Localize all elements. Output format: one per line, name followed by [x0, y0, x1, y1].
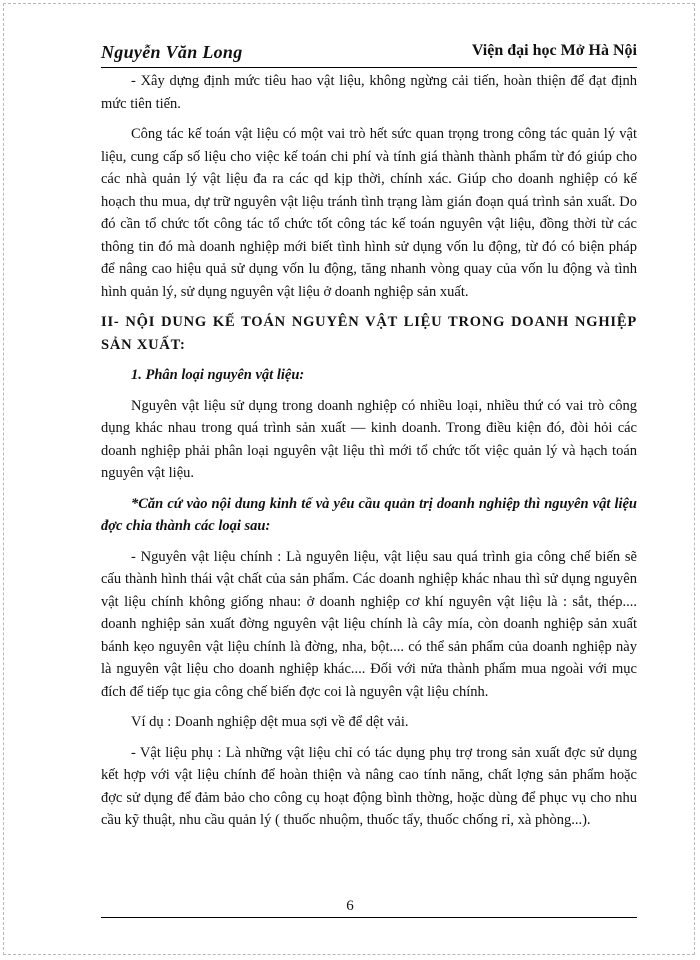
paragraph: Nguyên vật liệu sử dụng trong doanh nghiệp có nhiều loại, nhiều thứ có vai trò công dụng khác nhau trong quá trình sản xuất — kinh doanh. Trong điều kiện đó, đòi hỏi các doanh nghiệp phải phân loại nguyên vật liệu thì mới tổ chức tốt việc quản lý và hạch toán nguyên vật liệu. — [101, 397, 637, 481]
paragraph: - Xây dựng định mức tiêu hao vật liệu, không ngừng cải tiến, hoàn thiện để đạt định mức tiên tiến. — [101, 73, 637, 112]
header-institute: Viện đại học Mở Hà Nội — [471, 42, 637, 59]
footer-rule — [101, 917, 637, 918]
page-number: 6 — [346, 898, 354, 914]
paragraph: Ví dụ : Doanh nghiệp dệt mua sợi về để dệt vải. — [131, 714, 409, 730]
header-rule — [101, 67, 637, 68]
subsection-heading: 1. Phân loại nguyên vật liệu: — [131, 367, 305, 383]
document-body — [101, 70, 637, 840]
header-author: Nguyễn Văn Long — [101, 42, 243, 62]
section-heading: II- NỘI DUNG KẾ TOÁN NGUYÊN VẬT LIỆU TRONG DOANH NGHIỆP SẢN XUẤT: — [101, 314, 637, 353]
paragraph: Công tác kế toán vật liệu có một vai trò hết sức quan trọng trong công tác quản lý vật liệu, cung cấp số liệu cho việc kế toán chi phí và tính giá thành thành phẩm từ đó giúp cho các nhà quản lý vật liệu đa ra các qd kịp thời, chính xác. Giúp cho doanh nghiệp có kế hoạch thu mua, dự trữ nguyên vật liệu tránh tình trạng làm gián đoạn quá trình sản xuất. Do đó cần tổ chức tốt công tác tổ chức tốt công tác kế toán nguyên vật liệu, đồng thời từ các thông tin đó mà doanh nghiệp mới biết tình hình sử dụng vốn lu động, từ đó có biện pháp để nâng cao hiệu quả sử dụng vốn lu động, tăng nhanh vòng quay của vốn lu động và tình hình quản lý, sử dụng nguyên vật liệu ở doanh nghiệp sản xuất. — [101, 126, 637, 300]
paragraph: - Vật liệu phụ : Là những vật liệu chỉ có tác dụng phụ trợ trong sản xuất đợc sử dụng kết hợp với vật liệu chính để hoàn thiện và nâng cao tính năng, chất lợng sản phẩm hoặc đợc sử dụng để đảm bảo cho công cụ hoạt động bình thờng, hoặc dùng để phục vụ cho nhu cầu kỹ thuật, nhu cầu quản lý ( thuốc nhuộm, thuốc tẩy, thuốc chống rỉ, xà phòng...). — [101, 744, 637, 828]
paragraph: - Nguyên vật liệu chính : Là nguyên liệu, vật liệu sau quá trình gia công chế biến sẽ cấu thành hình thái vật chất của sản phẩm. Các doanh nghiệp khác nhau thì sử dụng nguyên vật liệu chính không giống nhau: ở doanh nghiệp cơ khí nguyên vật liệu là : sắt, thép.... doanh nghiệp sản xuất đờng nguyên vật liệu chính là cây mía, còn doanh nghiệp sản xuất bánh kẹo nguyên vật liệu chính là đờng, nha, bột.... có thể sản phẩm của doanh nghiệp này là nguyên vật liệu cho doanh nghiệp khác.... Đối với nửa thành phẩm mua ngoài với mục đích để tiếp tục gia công chế biến đợc coi là nguyên vật liệu chính. — [101, 548, 637, 700]
classification-note: *Căn cứ vào nội dung kinh tế và yêu cầu quản trị doanh nghiệp thì nguyên vật liệu đợc chia thành các loại sau: — [101, 495, 637, 534]
page-header — [101, 36, 637, 66]
